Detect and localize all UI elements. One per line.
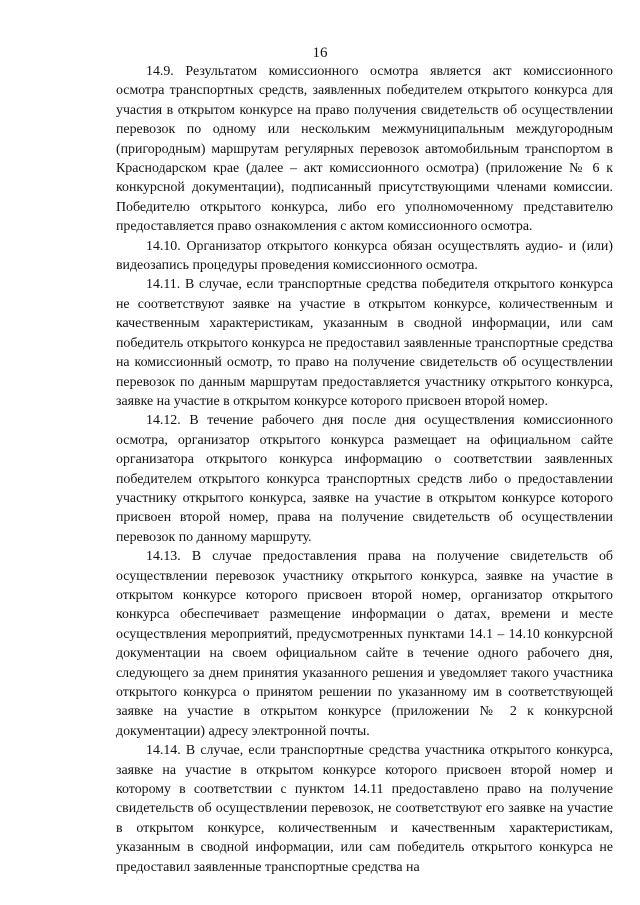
paragraph-14-14: 14.14. В случае, если транспортные средства участника открытого конкурса, заявке на участие в открытом конкурсе которого присвоен второй номер и которому в соответствии с пунктом 14.11 предоставлено право на получение свидетельств об осуществлении перевозок, не соответствуют его заявке на участие в открытом конкурсе, количественным и качественным характеристикам, указанным в сводной информации, или сам победитель открытого конкурса не предоставил заявленные транспортные средства на xyxy=(116,743,613,875)
paragraph-14-9: 14.9. Результатом комиссионного осмотра является акт комиссионного осмотра транспортных средств, заявленных победителем открытого конкурса для участия в открытом конкурсе на право получения свидетельств об осуществлении перевозок по одному или нескольким межмуниципальным междугородным (пригородным) маршрутам регулярных перевозок автомобильным транспортом в Краснодарском крае (далее – акт комиссионного осмотра) (приложение № 6 к конкурсной документации), подписанный присутствующими членами комиссии. Победителю открытого конкурса, либо его уполномоченному представителю предоставляется право ознакомления с актом комиссионного осмотра. xyxy=(116,64,613,235)
document-body xyxy=(116,62,613,877)
paragraph-14-10: 14.10. Организатор открытого конкурса обязан осуществлять аудио- и (или) видеозапись процедуры проведения комиссионного осмотра. xyxy=(116,238,613,274)
paragraph-14-11: 14.11. В случае, если транспортные средства победителя открытого конкурса не соответствуют заявке на участие в открытом конкурсе, количественным и качественным характеристикам, указанным в сводной информации, или сам победитель открытого конкурса не предоставил заявленные транспортные средства на комиссионный осмотр, то право на получение свидетельств об осуществлении перевозок по данным маршрутам предоставляется участнику открытого конкурса, заявке на участие в открытом конкурсе которого присвоен второй номер. xyxy=(116,277,613,409)
page-number: 16 xyxy=(312,45,328,61)
paragraph-14-13: 14.13. В случае предоставления права на получение свидетельств об осуществлении перевозок участнику открытого конкурса, заявке на участие в открытом конкурсе которого присвоен второй номер, организатор открытого конкурса обеспечивает размещение информации о датах, времени и месте осуществления мероприятий, предусмотренных пунктами 14.1 – 14.10 конкурсной документации на своем официальном сайте в течение одного рабочего дня, следующего за днем принятия указанного решения и уведомляет такого участника открытого конкурса о принятом решении по указанному им в соответствующей заявке на участие в открытом конкурсе (приложении № 2 к конкурсной документации) адресу электронной почты. xyxy=(116,549,613,739)
paragraph-14-12: 14.12. В течение рабочего дня после дня осуществления комиссионного осмотра, организатор открытого конкурса размещает на официальном сайте организатора открытого конкурса информацию о соответствии заявленных победителем открытого конкурса транспортных средств либо о предоставлении участнику открытого конкурса, заявке на участие в открытом конкурсе которого присвоен второй номер, права на получение свидетельств об осуществлении перевозок по данному маршруту. xyxy=(116,413,613,545)
